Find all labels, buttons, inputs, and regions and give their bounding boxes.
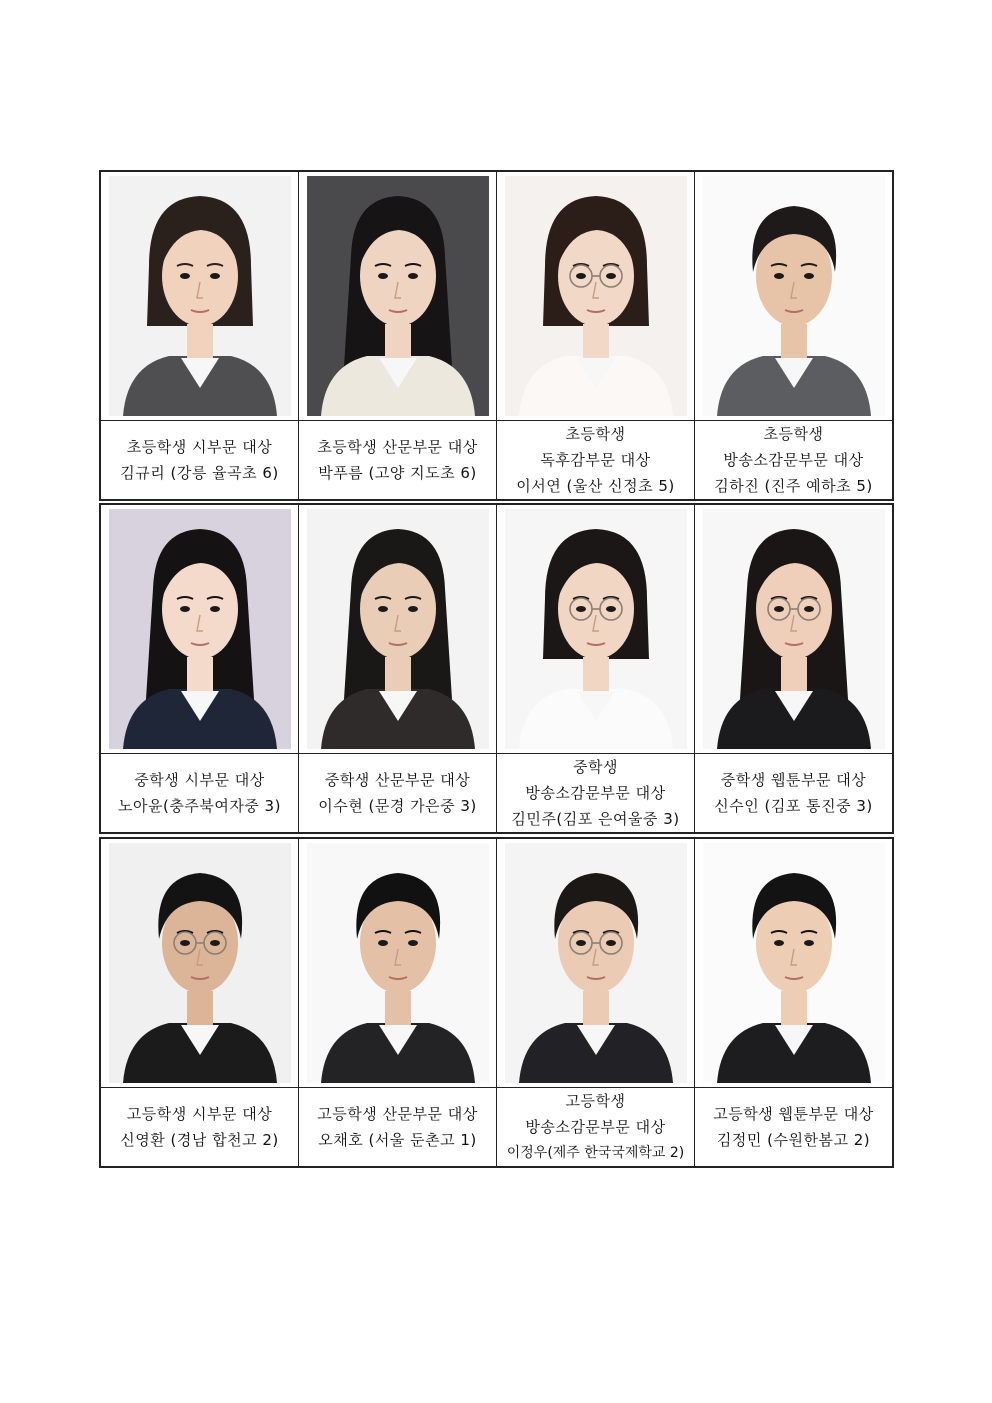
- portrait-photo: [109, 843, 291, 1083]
- portrait-photo: [307, 509, 489, 749]
- winner-name: 노아윤(충주북여자중 3): [118, 797, 281, 815]
- portrait-photo: [703, 509, 885, 749]
- winner-name: 김정민 (수원한봄고 2): [716, 1131, 871, 1149]
- award-level: 중학생: [573, 758, 618, 776]
- winner-name: 이정우(제주 한국국제학교 2): [506, 1145, 685, 1161]
- award-title: 고등학생 산문부문 대상: [317, 1105, 478, 1123]
- caption-cell: [497, 1088, 695, 1167]
- portrait-illustration: [307, 176, 489, 416]
- photo-cell: [695, 505, 893, 754]
- winner-name: 이수현 (문경 가은중 3): [318, 797, 477, 815]
- photo-cell: [299, 839, 497, 1088]
- award-row-1: [99, 170, 894, 501]
- portrait-illustration: [109, 843, 291, 1083]
- portrait-photo: [505, 509, 687, 749]
- award-title: 방송소감문부문 대상: [525, 784, 666, 802]
- portrait-illustration: [505, 176, 687, 416]
- photo-cell: [299, 505, 497, 754]
- award-level: 초등학생: [565, 425, 626, 443]
- photo-cell: [695, 172, 893, 421]
- award-title: 초등학생 산문부문 대상: [317, 438, 478, 456]
- portrait-photo: [505, 843, 687, 1083]
- winner-name: 김하진 (진주 예하초 5): [714, 477, 873, 495]
- portrait-illustration: [307, 509, 489, 749]
- photo-cell: [101, 172, 299, 421]
- award-title: 중학생 시부문 대상: [134, 771, 265, 789]
- award-title: 중학생 산문부문 대상: [324, 771, 471, 789]
- portrait-illustration: [703, 509, 885, 749]
- caption-cell: [101, 1088, 299, 1167]
- winner-name: 오채호 (서울 둔촌고 1): [318, 1131, 477, 1149]
- caption-cell: [695, 1088, 893, 1167]
- award-title: 방송소감문부문 대상: [525, 1118, 666, 1136]
- award-title: 고등학생 시부문 대상: [126, 1105, 273, 1123]
- winner-name: 신영환 (경남 합천고 2): [120, 1131, 279, 1149]
- caption-cell: [101, 421, 299, 500]
- award-title: 중학생 웹툰부문 대상: [720, 771, 867, 789]
- photo-cell: [497, 505, 695, 754]
- winner-name: 김민주(김포 은여울중 3): [511, 810, 680, 828]
- caption-cell: [299, 1088, 497, 1167]
- award-level: 고등학생: [565, 1092, 626, 1110]
- award-title: 고등학생 웹툰부문 대상: [713, 1105, 874, 1123]
- award-row-3: [99, 837, 894, 1168]
- photo-cell: [497, 839, 695, 1088]
- award-level: 초등학생: [763, 425, 824, 443]
- portrait-illustration: [703, 843, 885, 1083]
- portrait-illustration: [505, 843, 687, 1083]
- portrait-photo: [703, 176, 885, 416]
- portrait-illustration: [505, 509, 687, 749]
- photo-cell: [299, 172, 497, 421]
- winner-name: 박푸름 (고양 지도초 6): [318, 464, 477, 482]
- caption-cell: [695, 754, 893, 833]
- portrait-photo: [109, 176, 291, 416]
- photo-cell: [101, 839, 299, 1088]
- caption-cell: [101, 754, 299, 833]
- award-title: 독후감부문 대상: [540, 451, 651, 469]
- portrait-photo: [505, 176, 687, 416]
- photo-cell: [497, 172, 695, 421]
- award-title: 방송소감문부문 대상: [723, 451, 864, 469]
- winner-name: 신수인 (김포 통진중 3): [714, 797, 873, 815]
- portrait-illustration: [307, 843, 489, 1083]
- award-row-2: [99, 503, 894, 834]
- caption-cell: [299, 754, 497, 833]
- caption-cell: [497, 421, 695, 500]
- portrait-illustration: [703, 176, 885, 416]
- portrait-illustration: [109, 176, 291, 416]
- portrait-illustration: [109, 509, 291, 749]
- photo-cell: [695, 839, 893, 1088]
- caption-cell: [497, 754, 695, 833]
- caption-cell: [695, 421, 893, 500]
- portrait-photo: [307, 176, 489, 416]
- caption-cell: [299, 421, 497, 500]
- winner-name: 김규리 (강릉 율곡초 6): [120, 464, 279, 482]
- photo-cell: [101, 505, 299, 754]
- portrait-photo: [109, 509, 291, 749]
- winner-name: 이서연 (울산 신정초 5): [516, 477, 675, 495]
- award-title: 초등학생 시부문 대상: [126, 438, 273, 456]
- portrait-photo: [307, 843, 489, 1083]
- portrait-photo: [703, 843, 885, 1083]
